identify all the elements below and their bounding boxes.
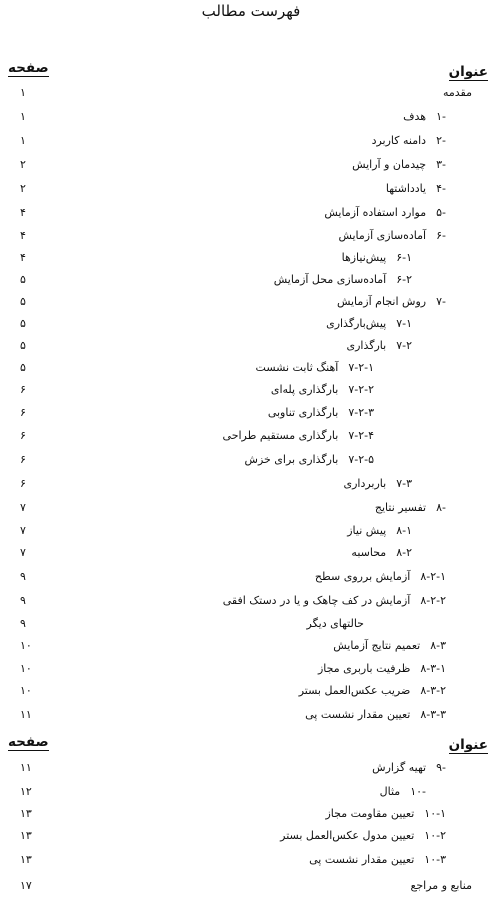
toc-entry-title: دامنه کاربرد [371, 134, 427, 147]
toc-entry[interactable] [0, 477, 502, 499]
toc-entry-section-number: ۶-۱ [396, 251, 412, 264]
title-column-header: عنوان [448, 64, 488, 80]
toc-entry-label [268, 406, 374, 420]
toc-entry-label [299, 684, 446, 698]
toc-entry-section-number: ۷-۲-۲ [348, 383, 374, 396]
toc-entry[interactable] [0, 251, 502, 273]
toc-entry-page-number: ۱۳ [20, 853, 32, 866]
toc-entry-page-number: ۵ [20, 273, 26, 286]
toc-entry-label [346, 339, 412, 353]
toc-entry[interactable] [0, 273, 502, 295]
page-column-header: صفحه [8, 60, 49, 76]
toc-entry-page-number: ۹ [20, 570, 26, 583]
toc-entry-page-number: ۱۱ [20, 761, 32, 774]
toc-entry-section-number: ۱۰-۱ [424, 807, 446, 820]
toc-entry-section-number: ۷-۲ [396, 339, 412, 352]
toc-entry-section-number: ۱۰-۳ [424, 853, 446, 866]
toc-entry-label [411, 879, 482, 893]
toc-entry-page-number: ۴ [20, 206, 26, 219]
page-column-header: صفحه [8, 734, 49, 750]
toc-entry-section-number: ۸-۲ [396, 546, 412, 559]
toc-entry-section-number: ۷-۲-۵ [348, 453, 374, 466]
toc-entry[interactable] [0, 383, 502, 405]
toc-entry-label [338, 229, 446, 243]
toc-entry[interactable] [0, 785, 502, 807]
toc-entry-label [223, 594, 446, 608]
toc-entry-label [372, 761, 446, 775]
toc-entry-section-number: -۳ [436, 158, 446, 171]
toc-entry-page-number: ۹ [20, 594, 26, 607]
toc-entry-title: یادداشتها [385, 182, 427, 195]
toc-entry-title: آزمایش برروی سطح [314, 570, 411, 583]
toc-entry-title: روش انجام آزمایش [336, 295, 427, 308]
toc-entry-page-number: ۷ [20, 524, 26, 537]
toc-entry[interactable] [0, 829, 502, 851]
toc-entry-label [375, 501, 446, 515]
toc-entry-title: آماده‌سازی محل آزمایش [273, 273, 387, 286]
toc-entry-title: تعیین مدول عکس‌العمل بستر [280, 829, 415, 842]
toc-entry-page-number: ۴ [20, 229, 26, 242]
toc-entry-title: تعیین مقدار نشست پی [305, 708, 411, 721]
toc-entry-label [333, 639, 446, 653]
toc-entry-title: تعمیم نتایج آزمایش [333, 639, 421, 652]
toc-entry[interactable] [0, 182, 502, 204]
toc-entry-title: آماده‌سازی آزمایش [338, 229, 427, 242]
toc-entry-title: پیش نیاز [347, 524, 387, 537]
toc-entry-label [403, 110, 446, 124]
toc-entry-label [274, 273, 412, 287]
toc-entry-page-number: ۱۰ [20, 684, 32, 697]
toc-entry[interactable] [0, 317, 502, 339]
toc-entry-section-number: ۶-۲ [396, 273, 412, 286]
toc-entry-label [380, 785, 426, 799]
toc-entry-title: مقدمه [442, 86, 472, 99]
toc-entry-section-number: -۴ [436, 182, 446, 195]
toc-entry-label [352, 158, 446, 172]
toc-entry-label [315, 570, 446, 584]
toc-entry-section-number: -۸ [436, 501, 446, 514]
toc-entry[interactable] [0, 594, 502, 616]
toc-entry-page-number: ۷ [20, 546, 26, 559]
toc-entry-title: چیدمان و آرایش [352, 158, 427, 171]
toc-entry-page-number: ۵ [20, 339, 26, 352]
toc-entry[interactable] [0, 110, 502, 132]
toc-entry-section-number: ۸-۲-۲ [420, 594, 446, 607]
toc-entry-page-number: ۶ [20, 453, 26, 466]
toc-entry[interactable] [0, 617, 502, 639]
toc-entry-page-number: ۶ [20, 383, 26, 396]
toc-entry-title: بارگذاری برای خزش [244, 453, 339, 466]
toc-entry-page-number: ۱۰ [20, 662, 32, 675]
toc-entry-title: بارگذاری تناوبی [267, 406, 339, 419]
toc-entry[interactable] [0, 295, 502, 317]
toc-entry[interactable] [0, 429, 502, 451]
toc-entry-label [245, 453, 374, 467]
toc-entry[interactable] [0, 453, 502, 475]
toc-entry[interactable] [0, 339, 502, 361]
toc-entry-section-number: ۸-۳ [430, 639, 446, 652]
toc-entry-label [325, 807, 446, 821]
toc-entry-label [280, 829, 446, 843]
toc-entry-page-number: ۱۳ [20, 829, 32, 842]
toc-entry-page-number: ۱ [20, 134, 26, 147]
toc-title: فهرست مطالب [201, 2, 301, 20]
toc-entry-section-number: -۹ [436, 761, 446, 774]
toc-entry-section-number: ۷-۲-۳ [348, 406, 374, 419]
toc-entry[interactable] [0, 684, 502, 706]
toc-entry-title: تهیه گزارش [372, 761, 427, 774]
toc-entry-section-number: ۷-۲-۱ [348, 361, 374, 374]
toc-entry[interactable] [0, 501, 502, 523]
toc-entry-page-number: ۷ [20, 501, 26, 514]
toc-entry-section-number: -۲ [436, 134, 446, 147]
toc-entry-section-number: ۸-۳-۳ [420, 708, 446, 721]
toc-entry-section-number: ۱۰-۲ [424, 829, 446, 842]
toc-entry[interactable] [0, 662, 502, 684]
toc-entry-label [326, 317, 412, 331]
toc-entry-page-number: ۱ [20, 110, 26, 123]
toc-entry-title: بارگذاری پله‌ای [270, 383, 339, 396]
toc-entry[interactable] [0, 853, 502, 875]
toc-entry[interactable] [0, 524, 502, 546]
toc-entry[interactable] [0, 807, 502, 829]
toc-entry[interactable] [0, 761, 502, 783]
toc-entry-label [351, 546, 412, 560]
toc-entry-label [256, 361, 374, 375]
toc-entry-label [223, 429, 374, 443]
toc-entry-title: تفسیر نتایج [374, 501, 427, 514]
toc-entry-section-number: ۷-۱ [396, 317, 412, 330]
toc-entry-section-number: ۸-۳-۲ [420, 684, 446, 697]
toc-entry[interactable] [0, 158, 502, 180]
toc-entry[interactable] [0, 546, 502, 568]
toc-entry-title: تعیین مقاومت مجاز [325, 807, 415, 820]
toc-entry-section-number: -۱ [436, 110, 446, 123]
toc-entry-title: ظرفیت باربری مجاز [318, 662, 411, 675]
toc-entry-label [347, 524, 412, 538]
toc-entry-section-number: ۷-۲-۴ [348, 429, 374, 442]
toc-entry-title: پیش‌نیازها [341, 251, 387, 264]
toc-entry-title: پیش‌بارگذاری [326, 317, 387, 330]
toc-entry-title: آهنگ ثابت نشست [255, 361, 339, 374]
toc-entry-title: هدف [403, 110, 427, 123]
toc-entry-page-number: ۱۰ [20, 639, 32, 652]
toc-entry-title: بارگذاری مستقیم طراحی [222, 429, 339, 442]
toc-entry-page-number: ۲ [20, 182, 26, 195]
toc-entry-title: باربرداری [343, 477, 387, 490]
toc-entry-title: منابع و مراجع [410, 879, 472, 892]
toc-entry[interactable] [0, 134, 502, 156]
toc-entry-label [337, 295, 446, 309]
toc-entry-page-number: ۴ [20, 251, 26, 264]
toc-entry-title: مثال [379, 785, 401, 798]
toc-entry-page-number: ۱۷ [20, 879, 32, 892]
toc-entry-section-number: -۶ [436, 229, 446, 242]
toc-entry-title: ضریب عکس‌العمل بستر [298, 684, 411, 697]
toc-entry-label [443, 86, 482, 100]
toc-entry[interactable] [0, 206, 502, 228]
toc-entry-section-number: -۵ [436, 206, 446, 219]
toc-entry-label [386, 182, 446, 196]
toc-entry-title: حالتهای دیگر [306, 617, 364, 630]
toc-entry-page-number: ۲ [20, 158, 26, 171]
toc-entry[interactable] [0, 879, 502, 901]
toc-entry-page-number: ۵ [20, 317, 26, 330]
toc-entry-section-number: ۸-۳-۱ [420, 662, 446, 675]
toc-entry-section-number: -۱۰ [410, 785, 426, 798]
toc-entry-title: بارگذاری [346, 339, 387, 352]
toc-entry-label [343, 477, 412, 491]
toc-entry-title: آزمایش در کف چاهک و یا در دستک افقی [222, 594, 411, 607]
toc-entry-page-number: ۱ [20, 86, 26, 99]
toc-entry-label [318, 662, 446, 676]
toc-entry-section-number: ۸-۲-۱ [420, 570, 446, 583]
toc-entry-title: محاسبه [351, 546, 387, 559]
toc-entry-label [305, 708, 446, 722]
toc-entry[interactable] [0, 406, 502, 428]
toc-entry-label [307, 617, 374, 631]
toc-entry-page-number: ۱۳ [20, 807, 32, 820]
title-column-header: عنوان [448, 737, 488, 753]
toc-entry-page-number: ۱۱ [20, 708, 32, 721]
toc-entry-label [324, 206, 446, 220]
toc-entry-page-number: ۹ [20, 617, 26, 630]
toc-entry[interactable] [0, 639, 502, 661]
toc-entry-title: موارد استفاده آزمایش [324, 206, 427, 219]
toc-entry-section-number: -۷ [436, 295, 446, 308]
toc-entry-page-number: ۵ [20, 295, 26, 308]
toc-entry-page-number: ۶ [20, 477, 26, 490]
toc-entry-label [372, 134, 446, 148]
toc-entry-section-number: ۷-۳ [396, 477, 412, 490]
toc-entry[interactable] [0, 570, 502, 592]
toc-entry-title: تعیین مقدار نشست پی [309, 853, 415, 866]
toc-entry-label [342, 251, 412, 265]
toc-entry-page-number: ۶ [20, 406, 26, 419]
toc-entry-page-number: ۶ [20, 429, 26, 442]
toc-entry[interactable] [0, 361, 502, 383]
toc-entry-page-number: ۱۲ [20, 785, 32, 798]
toc-entry-label [309, 853, 446, 867]
toc-entry[interactable] [0, 86, 502, 108]
toc-entry-section-number: ۸-۱ [396, 524, 412, 537]
toc-entry[interactable] [0, 708, 502, 730]
toc-entry-label [271, 383, 374, 397]
toc-entry-page-number: ۵ [20, 361, 26, 374]
toc-entry[interactable] [0, 229, 502, 251]
